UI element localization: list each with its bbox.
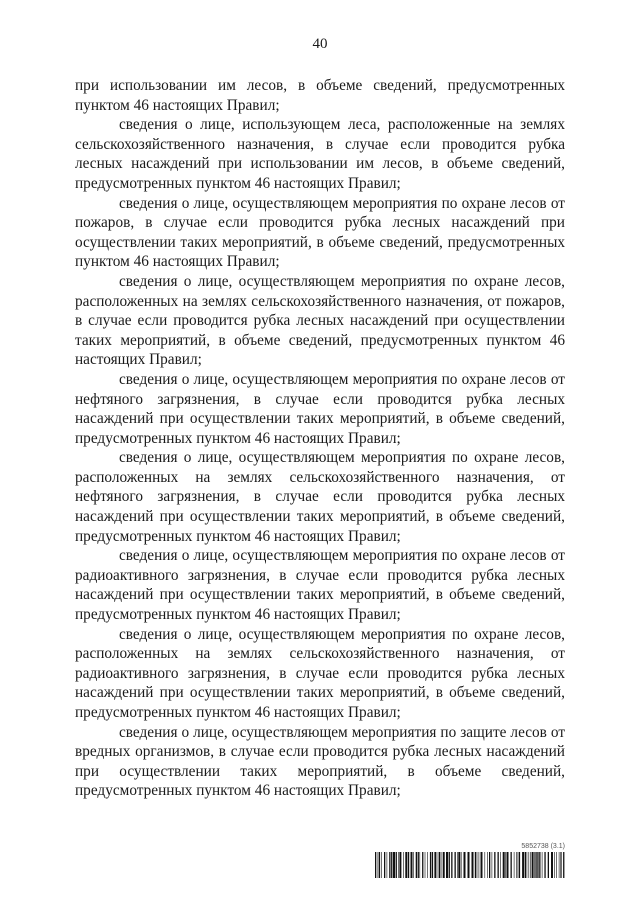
- paragraph-continuation: при использовании им лесов, в объеме сведений, предусмотренных пунктом 46 настоящих Правил;: [75, 77, 565, 114]
- paragraph: сведения о лице, осуществляющем мероприятия по охране лесов от нефтяного загрязнения, в случае если проводится рубка лесных насаждений при осуществлении таких мероприятий, в объеме сведений, предусмотренных пунктом 46 настоящих Правил;: [75, 370, 565, 447]
- paragraph: сведения о лице, осуществляющем мероприятия по охране лесов от радиоактивного загрязнения, в случае если проводится рубка лесных насаждений при осуществлении таких мероприятий, в объеме сведений, предусмотренных пунктом 46 настоящих Правил;: [75, 547, 565, 624]
- document-body: [75, 76, 565, 801]
- paragraph: сведения о лице, осуществляющем мероприятия по охране лесов, расположенных на землях сельскохозяйственного назначения, от радиоактивного загрязнения, в случае если проводится рубка лесных насаждений при осуществлении таких мероприятий, в объеме сведений, предусмотренных пунктом 46 настоящих Правил;: [75, 625, 565, 721]
- paragraph: сведения о лице, осуществляющем мероприятия по охране лесов от пожаров, в случае если проводится рубка лесных насаждений при осуществлении таких мероприятий, в объеме сведений, предусмотренных пунктом 46 настоящих Правил;: [75, 194, 565, 271]
- paragraph: сведения о лице, осуществляющем мероприятия по охране лесов, расположенных на землях сельскохозяйственного назначения, от пожаров, в случае если проводится рубка лесных насаждений при осуществлении таких мероприятий, в объеме сведений, предусмотренных пунктом 46 настоящих Правил;: [75, 272, 565, 369]
- document-code: 5852738 (3.1): [521, 843, 565, 850]
- paragraph: сведения о лице, осуществляющем мероприятия по защите лесов от вредных организмов, в случае если проводится рубка лесных насаждений при осуществлении таких мероприятий, в объеме сведений, предусмотренных пунктом 46 настоящих Правил;: [75, 723, 565, 800]
- barcode-icon: [375, 852, 565, 878]
- paragraph: сведения о лице, использующем леса, расположенные на землях сельскохозяйственного назначения, в случае если проводится рубка лесных насаждений при использовании им лесов, в объеме сведений, предусмотренных пунктом 46 настоящих Правил;: [75, 116, 565, 192]
- page-number: 40: [312, 36, 328, 52]
- paragraph: сведения о лице, осуществляющем мероприятия по охране лесов, расположенных на землях сельскохозяйственного назначения, от нефтяного загрязнения, в случае если проводится рубка лесных насаждений при осуществлении таких мероприятий, в объеме сведений, предусмотренных пунктом 46 настоящих Правил;: [75, 449, 565, 545]
